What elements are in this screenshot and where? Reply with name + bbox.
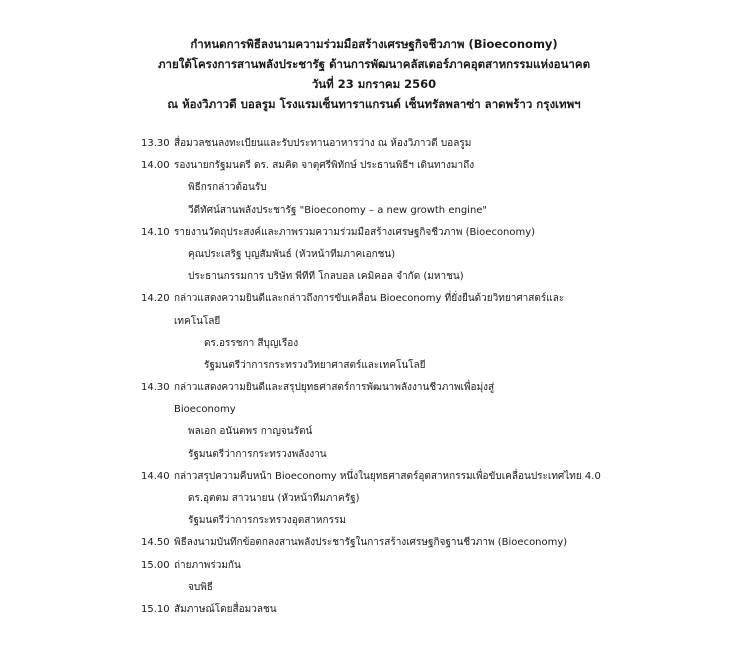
agenda-text: Bioeconomy [174, 404, 236, 416]
agenda-item [0, 177, 748, 199]
document-header [0, 34, 748, 114]
agenda-time: 14.40 [141, 470, 170, 482]
agenda-time: 15.10 [141, 603, 170, 615]
agenda-text: รัฐมนตรีว่าการกระทรวงอุตสาหกรรม [188, 515, 346, 527]
agenda-time: 14.10 [141, 226, 170, 238]
agenda-text: กล่าวแสดงความยินดีและสรุปยุทธศาสตร์การพัฒนาพลังงานชีวภาพเพื่อมุ่งสู่ [174, 382, 495, 394]
agenda-item [0, 444, 748, 466]
agenda-text: กล่าวสรุปความคืบหน้า Bioeconomy หนึ่งในยุทธศาสตร์อุตสาหกรรมเพื่อขับเคลื่อนประเทศไทย 4.0 [174, 470, 601, 482]
agenda-item [0, 466, 748, 488]
agenda-item [0, 532, 748, 554]
agenda-item [0, 510, 748, 532]
agenda-item [0, 266, 748, 288]
agenda-text: พิธีกรกล่าวต้อนรับ [188, 182, 267, 194]
event-date: วันที่ 23 มกราคม 2560 [311, 77, 437, 91]
agenda-text: รองนายกรัฐมนตรี ดร. สมคิด จาตุศรีพิทักษ์ ประธานพิธีฯ เดินทางมาถึง [174, 160, 475, 172]
agenda-text: กล่าวแสดงความยินดีและกล่าวถึงการขับเคลื่อน Bioeconomy ที่ยั่งยืนด้วยวิทยาศาสตร์และ [174, 293, 565, 305]
agenda-item [0, 333, 748, 355]
agenda-item [0, 577, 748, 599]
agenda-item [0, 555, 748, 577]
agenda-item [0, 155, 748, 177]
agenda-text: สื่อมวลชนลงทะเบียนและรับประทานอาหารว่าง ณ ห้องวิภาวดี บอลรูม [174, 138, 472, 149]
agenda-time: 14.50 [141, 537, 170, 549]
agenda-item [0, 399, 748, 421]
agenda-list [0, 133, 748, 621]
agenda-text: ถ่ายภาพร่วมกัน [174, 559, 241, 571]
document-title: กำหนดการพิธีลงนามความร่วมมือสร้างเศรษฐกิจชีวภาพ (Bioeconomy) [190, 37, 558, 51]
agenda-item [0, 421, 748, 443]
agenda-text: ดร.อรรชกา สีบุญเรือง [204, 337, 299, 349]
agenda-text: พลเอก อนันตพร กาญจนรัตน์ [188, 426, 313, 438]
agenda-text: รัฐมนตรีว่าการกระทรวงวิทยาศาสตร์และเทคโนโลยี [204, 359, 426, 371]
agenda-text: เทคโนโลยี [174, 315, 221, 327]
agenda-time: 13.30 [141, 138, 170, 149]
project-subtitle: ภายใต้โครงการสานพลังประชารัฐ ด้านการพัฒนาคลัสเตอร์ภาคอุตสาหกรรมแห่งอนาคต [157, 57, 591, 71]
event-venue: ณ ห้องวิภาวดี บอลรูม โรงแรมเซ็นทาราแกรนด์ เซ็นทรัลพลาซ่า ลาดพร้าว กรุงเทพฯ [167, 97, 581, 111]
agenda-text: สัมภาษณ์โดยสื่อมวลชน [174, 603, 277, 615]
agenda-text: พิธีลงนามบันทึกข้อตกลงสานพลังประชารัฐในการสร้างเศรษฐกิจฐานชีวภาพ (Bioeconomy) [174, 537, 568, 549]
agenda-item [0, 377, 748, 399]
agenda-text: ประธานกรรมการ บริษัท พีทีที โกลบอล เคมิคอล จำกัด (มหาชน) [188, 271, 464, 283]
agenda-text: รัฐมนตรีว่าการกระทรวงพลังงาน [188, 448, 327, 460]
agenda-time: 15.00 [141, 559, 170, 571]
agenda-item [0, 244, 748, 266]
agenda-item [0, 288, 748, 310]
agenda-item [0, 599, 748, 621]
agenda-time: 14.00 [141, 160, 170, 172]
agenda-text: จบพิธี [188, 581, 213, 593]
agenda-text: รายงานวัตถุประสงค์และภาพรวมความร่วมมือสร้างเศรษฐกิจชีวภาพ (Bioeconomy) [174, 226, 536, 238]
agenda-item [0, 488, 748, 510]
agenda-item [0, 133, 748, 155]
agenda-text: คุณประเสริฐ บุญสัมพันธ์ (หัวหน้าทีมภาคเอกชน) [188, 248, 396, 260]
agenda-time: 14.20 [141, 293, 170, 305]
agenda-item [0, 355, 748, 377]
agenda-item [0, 311, 748, 333]
agenda-item [0, 222, 748, 244]
agenda-item [0, 200, 748, 222]
agenda-text: วีดีทัศน์สานพลังประชารัฐ "Bioeconomy – a new growth engine" [188, 204, 488, 216]
agenda-text: ดร.อุตตม สาวนายน (หัวหน้าทีมภาครัฐ) [188, 493, 360, 504]
agenda-time: 14.30 [141, 382, 170, 394]
